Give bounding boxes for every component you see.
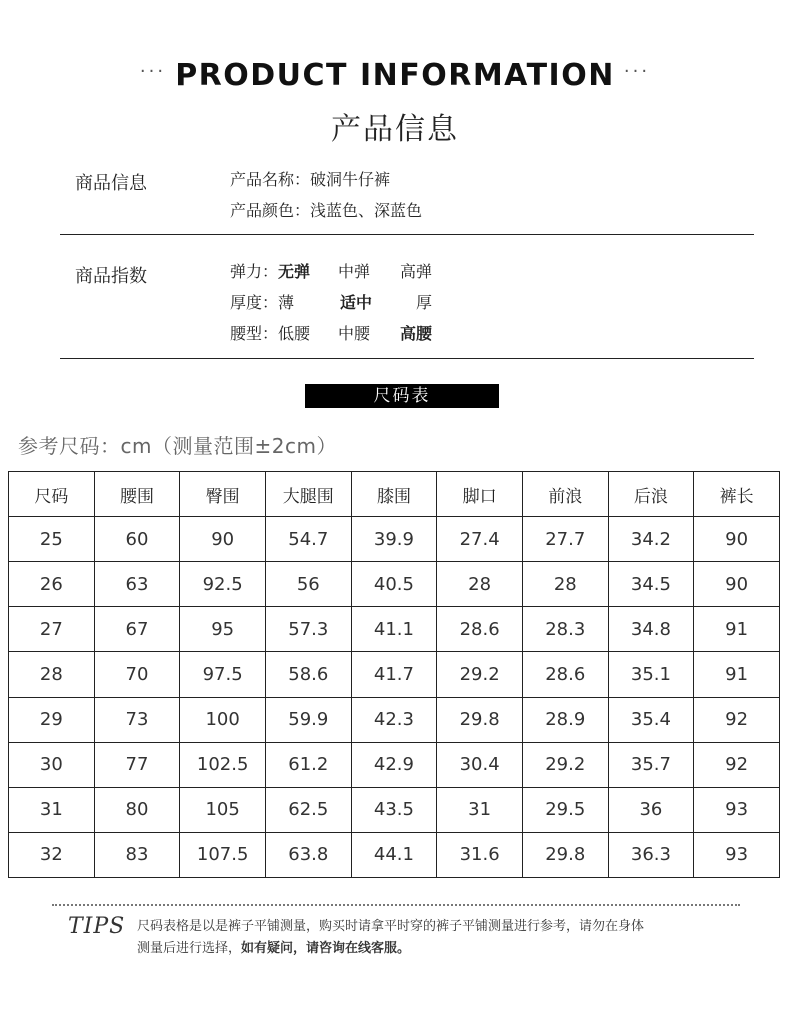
table-row xyxy=(9,562,780,607)
table-cell: 34.5 xyxy=(608,562,694,607)
table-cell: 28.6 xyxy=(522,652,608,697)
table-cell: 90 xyxy=(694,517,780,562)
decorative-dots-left: ··· xyxy=(139,61,167,82)
table-cell: 93 xyxy=(694,787,780,832)
index-key: 腰型： xyxy=(230,324,279,343)
table-row xyxy=(9,832,780,877)
table-cell: 77 xyxy=(94,742,180,787)
index-option: 适中 xyxy=(340,293,373,312)
index-row xyxy=(230,256,458,287)
table-cell: 92 xyxy=(694,697,780,742)
column-header: 脚口 xyxy=(437,472,523,517)
table-row xyxy=(9,787,780,832)
table-cell: 41.7 xyxy=(351,652,437,697)
table-cell: 34.2 xyxy=(608,517,694,562)
table-cell: 30 xyxy=(9,742,95,787)
table-cell: 28.9 xyxy=(522,697,608,742)
table-cell: 41.1 xyxy=(351,607,437,652)
table-header-row xyxy=(9,472,780,517)
table-row xyxy=(9,652,780,697)
table-cell: 29 xyxy=(9,697,95,742)
index-option: 高弹 xyxy=(400,262,433,281)
page-title-cn: 产品信息 xyxy=(331,112,459,147)
table-cell: 32 xyxy=(9,832,95,877)
column-header: 尺码 xyxy=(9,472,95,517)
table-cell: 63 xyxy=(94,562,180,607)
tips-label: TIPS xyxy=(68,914,126,939)
table-cell: 83 xyxy=(94,832,180,877)
table-cell: 56 xyxy=(265,562,351,607)
decorative-dots-right: ··· xyxy=(623,61,651,82)
column-header: 前浪 xyxy=(522,472,608,517)
product-info-section xyxy=(60,168,754,230)
product-name-value: 破洞牛仔裤 xyxy=(310,170,391,189)
product-index-label: 商品指数 xyxy=(75,266,147,287)
tips-text xyxy=(137,916,737,960)
table-cell: 28.3 xyxy=(522,607,608,652)
tips-line-2-a: 测量后进行选择， xyxy=(137,941,242,956)
table-cell: 60 xyxy=(94,517,180,562)
product-name-key: 产品名称： xyxy=(230,170,311,189)
table-cell: 107.5 xyxy=(180,832,266,877)
table-cell: 44.1 xyxy=(351,832,437,877)
table-cell: 59.9 xyxy=(265,697,351,742)
table-cell: 93 xyxy=(694,832,780,877)
column-header: 裤长 xyxy=(694,472,780,517)
table-cell: 90 xyxy=(694,562,780,607)
table-cell: 29.8 xyxy=(522,832,608,877)
product-index-lines xyxy=(230,256,458,349)
table-cell: 27.7 xyxy=(522,517,608,562)
table-cell: 67 xyxy=(94,607,180,652)
table-row xyxy=(9,697,780,742)
table-cell: 36 xyxy=(608,787,694,832)
index-option: 中腰 xyxy=(338,324,371,343)
index-option: 无弹 xyxy=(278,262,311,281)
size-table xyxy=(8,471,780,878)
table-cell: 26 xyxy=(9,562,95,607)
index-option: 薄 xyxy=(278,293,295,312)
table-cell: 30.4 xyxy=(437,742,523,787)
table-cell: 91 xyxy=(694,607,780,652)
index-option: 高腰 xyxy=(400,324,433,343)
column-header: 臀围 xyxy=(180,472,266,517)
product-info-label: 商品信息 xyxy=(75,173,147,194)
page-title-en: PRODUCT INFORMATION xyxy=(175,58,615,93)
table-row xyxy=(9,517,780,562)
index-option: 厚 xyxy=(416,293,433,312)
table-cell: 54.7 xyxy=(265,517,351,562)
table-cell: 28 xyxy=(9,652,95,697)
product-color-value: 浅蓝色、深蓝色 xyxy=(310,201,423,220)
table-cell: 29.2 xyxy=(437,652,523,697)
table-cell: 80 xyxy=(94,787,180,832)
table-cell: 29.2 xyxy=(522,742,608,787)
table-cell: 27 xyxy=(9,607,95,652)
table-body xyxy=(9,517,780,878)
table-cell: 63.8 xyxy=(265,832,351,877)
table-cell: 40.5 xyxy=(351,562,437,607)
index-option: 中弹 xyxy=(338,262,371,281)
table-cell: 28 xyxy=(522,562,608,607)
column-header: 大腿围 xyxy=(265,472,351,517)
table-cell: 91 xyxy=(694,652,780,697)
table-cell: 62.5 xyxy=(265,787,351,832)
table-cell: 102.5 xyxy=(180,742,266,787)
table-cell: 42.9 xyxy=(351,742,437,787)
table-cell: 58.6 xyxy=(265,652,351,697)
table-cell: 36.3 xyxy=(608,832,694,877)
table-cell: 34.8 xyxy=(608,607,694,652)
table-cell: 61.2 xyxy=(265,742,351,787)
tips-line-2-b: 如有疑问，请咨询在线客服。 xyxy=(241,941,411,956)
table-cell: 70 xyxy=(94,652,180,697)
table-cell: 29.8 xyxy=(437,697,523,742)
table-cell: 35.4 xyxy=(608,697,694,742)
table-cell: 92 xyxy=(694,742,780,787)
table-cell: 97.5 xyxy=(180,652,266,697)
index-key: 弹力： xyxy=(230,262,279,281)
index-key: 厚度： xyxy=(230,293,279,312)
table-cell: 57.3 xyxy=(265,607,351,652)
tips-divider xyxy=(52,904,740,906)
table-cell: 35.1 xyxy=(608,652,694,697)
table-cell: 92.5 xyxy=(180,562,266,607)
table-row xyxy=(9,742,780,787)
index-row xyxy=(230,287,458,318)
index-row xyxy=(230,318,458,349)
column-header: 后浪 xyxy=(608,472,694,517)
table-cell: 29.5 xyxy=(522,787,608,832)
page-header xyxy=(0,58,790,93)
product-name-row xyxy=(230,164,422,195)
product-info-lines xyxy=(230,164,422,226)
table-cell: 90 xyxy=(180,517,266,562)
index-option: 低腰 xyxy=(278,324,311,343)
table-cell: 73 xyxy=(94,697,180,742)
table-cell: 31.6 xyxy=(437,832,523,877)
table-cell: 95 xyxy=(180,607,266,652)
tips-line-1: 尺码表格是以是裤子平铺测量，购买时请拿平时穿的裤子平铺测量进行参考，请勿在身体 xyxy=(137,919,645,934)
table-cell: 39.9 xyxy=(351,517,437,562)
column-header: 腰围 xyxy=(94,472,180,517)
divider xyxy=(60,234,754,235)
table-row xyxy=(9,607,780,652)
table-cell: 43.5 xyxy=(351,787,437,832)
table-cell: 31 xyxy=(9,787,95,832)
size-chart-banner: 尺码表 xyxy=(305,384,499,408)
table-cell: 28.6 xyxy=(437,607,523,652)
product-index-section xyxy=(60,258,754,353)
table-cell: 105 xyxy=(180,787,266,832)
product-color-row xyxy=(230,195,422,226)
tips-line-2 xyxy=(137,938,737,960)
table-cell: 31 xyxy=(437,787,523,832)
table-cell: 27.4 xyxy=(437,517,523,562)
table-cell: 28 xyxy=(437,562,523,607)
column-header: 膝围 xyxy=(351,472,437,517)
table-cell: 25 xyxy=(9,517,95,562)
table-cell: 35.7 xyxy=(608,742,694,787)
table-cell: 42.3 xyxy=(351,697,437,742)
size-reference-note: 参考尺码：cm（测量范围±2cm） xyxy=(18,434,337,458)
divider xyxy=(60,358,754,359)
product-color-key: 产品颜色： xyxy=(230,201,311,220)
table-cell: 100 xyxy=(180,697,266,742)
